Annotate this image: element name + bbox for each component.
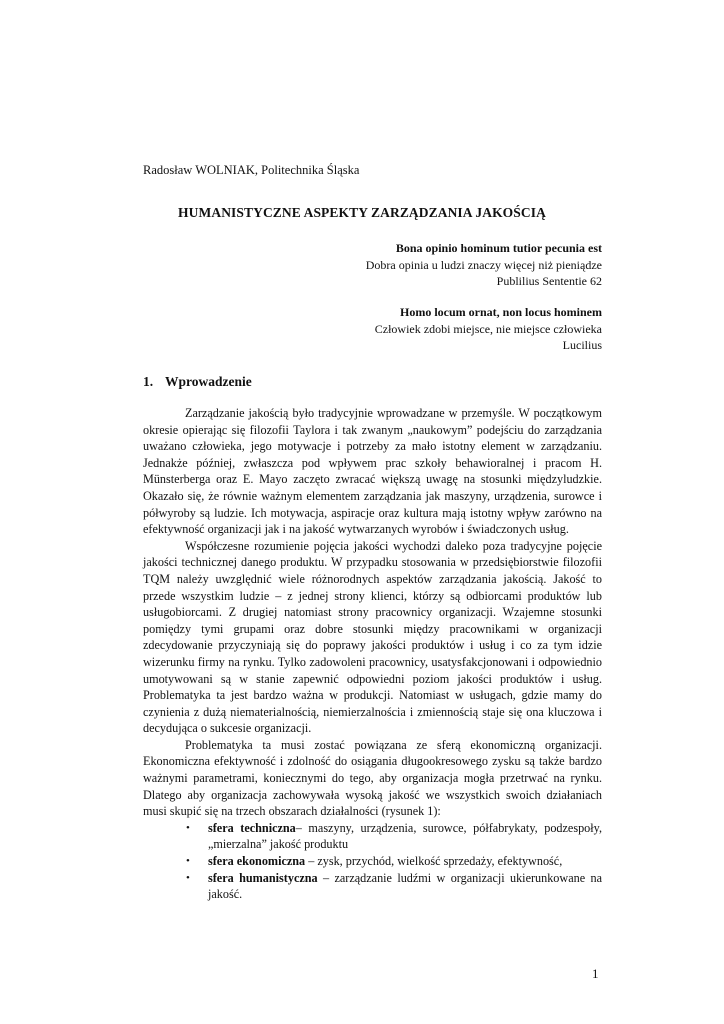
motto-block: [375, 304, 602, 354]
paragraph: Problematyka ta musi zostać powiązana ze sferą ekonomiczną organizacji. Ekonomiczna efektywność i zdolność do osiągania długookresowego zysku są także bardzo ważnymi parametrami, koniecznymi do tego, aby organizacja mogła przetrwać na rynku. Dlatego aby organizacja zachowywała wysoką jakość we wszystkich swoich działaniach musi skupić się na trzech obszarach działalności (rysunek 1):: [143, 737, 602, 819]
list-item: [186, 853, 602, 870]
list-item-term: sfera techniczna: [208, 820, 296, 835]
motto-latin: Homo locum ornat, non locus hominem: [399, 305, 602, 319]
bullet-list: [143, 820, 602, 903]
section-heading: [143, 374, 252, 390]
page-title: HUMANISTYCZNE ASPEKTY ZARZĄDZANIA JAKOŚCIĄ: [178, 205, 546, 220]
list-item-text: – zysk, przychód, wielkość sprzedaży, efektywność,: [305, 854, 563, 869]
page-number: 1: [592, 966, 599, 981]
list-item: [186, 820, 602, 853]
section-title: Wprowadzenie: [165, 374, 252, 389]
body-text: [143, 405, 602, 903]
list-item: [186, 870, 602, 903]
motto-block: [366, 240, 602, 290]
list-item-text: – maszyny, urządzenia, surowce, półfabrykaty, podzespoły, „mierzalna” jakość produktu: [208, 820, 602, 852]
list-item-term: sfera humanistyczna: [208, 870, 318, 885]
paragraph: Zarządzanie jakością było tradycyjnie wprowadzane w przemyśle. W początkowym okresie opierając się filozofii Taylora i tak zwanym „naukowym” podejściu do zarządzania uważano człowieka, jego motywacje i potrzeby za mało istotny element w zarządzaniu. Jednakże później, zwłaszcza pod wpływem prac szkoły behawioralnej i pracom H. Münsterberga oraz E. Mayo zaczęto zwracać większą uwagę na stosunki międzyludzkie. Okazało się, że równie ważnym elementem zarządzania jak maszyny, urządzenia, surowce i półwyroby są ludzie. Ich motywacja, aspiracje oraz kultura mają istotny wpływ zarówno na efektywność organizacji jak i na jakość wytwarzanych wyrobów i świadczonych usług.: [143, 406, 602, 537]
motto-source: Publilius Sententie 62: [496, 274, 602, 288]
motto-translation: Dobra opinia u ludzi znaczy więcej niż pieniądze: [365, 257, 602, 272]
list-item-term: sfera ekonomiczna: [208, 854, 306, 869]
motto-source: Lucilius: [562, 338, 602, 352]
bullet-icon: •: [186, 855, 190, 868]
paragraph: Współczesne rozumienie pojęcia jakości wychodzi daleko poza tradycyjne pojęcie jakości technicznej danego produktu. W przypadku stosowania w przedsiębiorstwie filozofii TQM należy uwzględnić wiele różnorodnych aspektów zarządzania jakością. Jakość to przede wszystkim ludzie – z jednej strony klienci, którzy są odbiorcami produktów lub usługobiorcami. Z drugiej natomiast strony pracownicy organizacji. Wzajemne stosunki pomiędzy tymi grupami oraz dobre stosunki między pracownikami w organizacji zdecydowanie przyczyniają się do poprawy jakości produktów i usług i co za tym idzie wizerunku firmy na rynku. Tylko zadowoleni pracownicy, usatysfakcjonowani i odpowiednio umotywowani są w stanie zapewnić odpowiedni poziom jakości produktów i usług. Problematyka ta jest bardzo ważna w produkcji. Natomiast w usługach, gdzie mamy do czynienia z dużą niematerialnością, niemierzalnościa i zmiennością staje się ona kluczowa i decydująca o sukcesie organizacji.: [143, 538, 602, 736]
section-number: 1.: [143, 374, 154, 389]
list-item-text: – zarządzanie ludźmi w organizacji ukierunkowane na jakość.: [208, 870, 602, 902]
motto-latin: Bona opinio hominum tutior pecunia est: [395, 241, 602, 255]
bullet-icon: •: [186, 871, 190, 884]
bullet-icon: •: [186, 821, 190, 834]
author-affiliation: Radosław WOLNIAK, Politechnika Śląska: [143, 163, 360, 177]
motto-translation: Człowiek zdobi miejsce, nie miejsce człowieka: [374, 321, 602, 336]
